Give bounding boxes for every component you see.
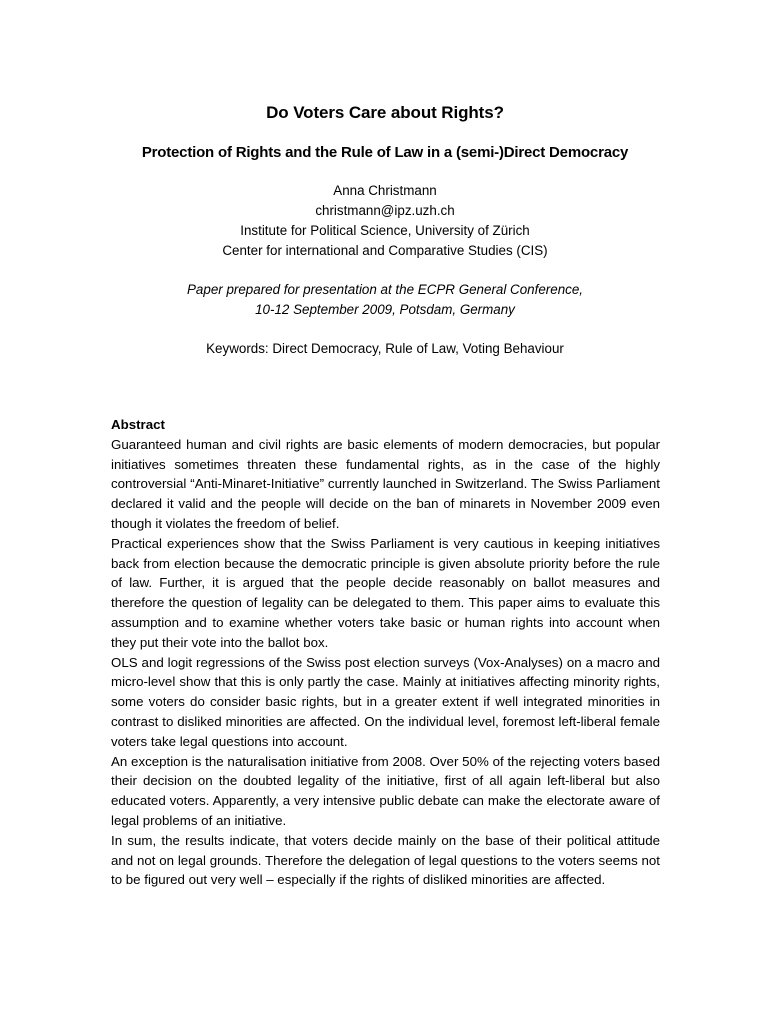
abstract-heading: Abstract [111, 417, 165, 432]
abstract-paragraph: Practical experiences show that the Swiss Parliament is very cautious in keeping initiatives back from election because the democratic principle is given absolute priority before the rule of law. Further, it is argued that the people decide reasonably on ballot measures and therefore the question of legality can be delegated to them. This paper aims to evaluate this assumption and to examine whether voters take basic or human rights into account when they put their vote into the ballot box. [111, 535, 660, 650]
abstract-paragraph: Guaranteed human and civil rights are basic elements of modern democracies, but popular initiatives sometimes threaten these fundamental rights, as in the case of the highly controversial “Anti-Minaret-Initiative” currently launched in Switzerland. The Swiss Parliament declared it valid and the people will decide on the ban of minarets in November 2009 even though it violates the freedom of belief. [111, 436, 660, 531]
paper-subtitle: Protection of Rights and the Rule of Law in a (semi-)Direct Democracy [141, 144, 629, 161]
conference-line: 10-12 September 2009, Potsdam, Germany [255, 302, 515, 317]
conference-note [60, 280, 710, 320]
abstract-paragraph: OLS and logit regressions of the Swiss post election surveys (Vox-Analyses) on a macro and micro-level show that this is only partly the case. Mainly at initiatives affecting minority rights, some voters do consider basic rights, but in a greater extent if well integrated minorities in contrast to disliked minorities are affected. On the individual level, foremost left-liberal female voters take legal questions into account. [111, 654, 660, 749]
author-name: Anna Christmann [333, 183, 437, 198]
author-affiliation: Center for international and Comparative Studies (CIS) [222, 243, 548, 258]
paper-title: Do Voters Care about Rights? [266, 103, 504, 122]
abstract-paragraph: In sum, the results indicate, that voters decide mainly on the base of their political attitude and not on legal grounds. Therefore the delegation of legal questions to the voters seems not to be figured out very well – especially if the rights of disliked minorities are affected. [111, 832, 660, 888]
conference-line: Paper prepared for presentation at the ECPR General Conference, [187, 282, 583, 297]
abstract-section [111, 415, 660, 890]
keywords: Keywords: Direct Democracy, Rule of Law, Voting Behaviour [206, 341, 564, 356]
author-affiliation: Institute for Political Science, University of Zürich [240, 223, 530, 238]
author-block [60, 181, 710, 261]
abstract-paragraph: An exception is the naturalisation initiative from 2008. Over 50% of the rejecting voters based their decision on the doubted legality of the initiative, first of all again left-liberal but also educated voters. Apparently, a very intensive public debate can make the electorate aware of legal problems of an initiative. [111, 753, 660, 828]
author-email: christmann@ipz.uzh.ch [315, 203, 455, 218]
